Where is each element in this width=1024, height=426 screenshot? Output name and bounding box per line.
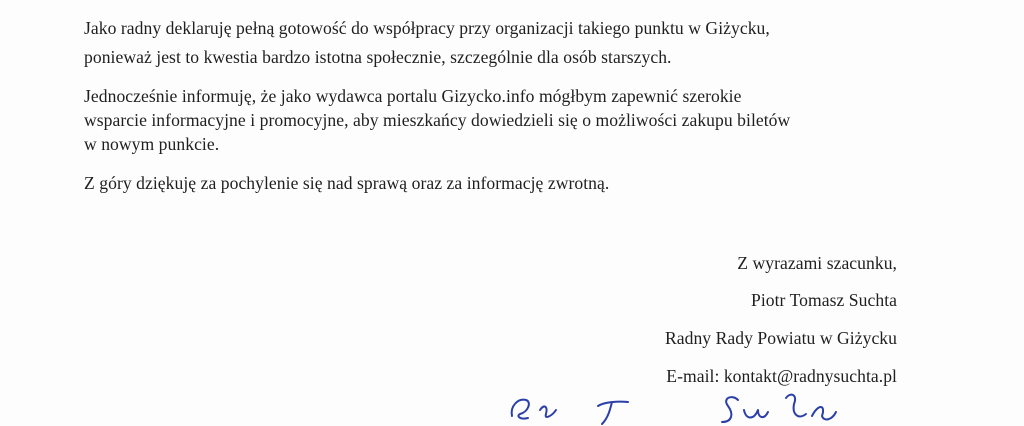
handwritten-signature <box>500 386 860 426</box>
paragraph-2-line-1: Jednocześnie informuję, że jako wydawca portalu Gizycko.info mógłbym zapewnić szerokie <box>84 86 742 106</box>
signature-stroke-7 <box>812 407 836 419</box>
signature-stroke-4 <box>722 397 738 422</box>
signer-role: Radny Rady Powiatu w Giżycku <box>664 328 897 348</box>
paragraph-1-line-1: Jako radny deklaruję pełną gotowość do współpracy przy organizacji takiego punktu w Giżycku, <box>84 18 770 38</box>
closing-salutation: Z wyrazami szacunku, <box>737 253 897 273</box>
signature-stroke-5 <box>744 410 768 418</box>
signature-stroke-3 <box>598 402 628 424</box>
paragraph-2-line-2: wsparcie informacyjne i promocyjne, aby mieszkańcy dowiedzieli się o możliwości zakupu biletów <box>84 110 791 130</box>
signer-email: E-mail: kontakt@radnysuchta.pl <box>666 366 897 386</box>
paragraph-2-line-3: w nowym punkcie. <box>84 134 220 154</box>
signature-stroke-6 <box>786 395 806 417</box>
paragraph-1-line-2: ponieważ jest to kwestia bardzo istotna społecznie, szczególnie dla osób starszych. <box>84 47 672 67</box>
signature-stroke-2 <box>540 407 556 417</box>
paragraph-3-line-1: Z góry dziękuję za pochylenie się nad sprawą oraz za informację zwrotną. <box>84 173 610 193</box>
signature-stroke-1 <box>512 400 529 419</box>
signer-name: Piotr Tomasz Suchta <box>751 290 897 310</box>
